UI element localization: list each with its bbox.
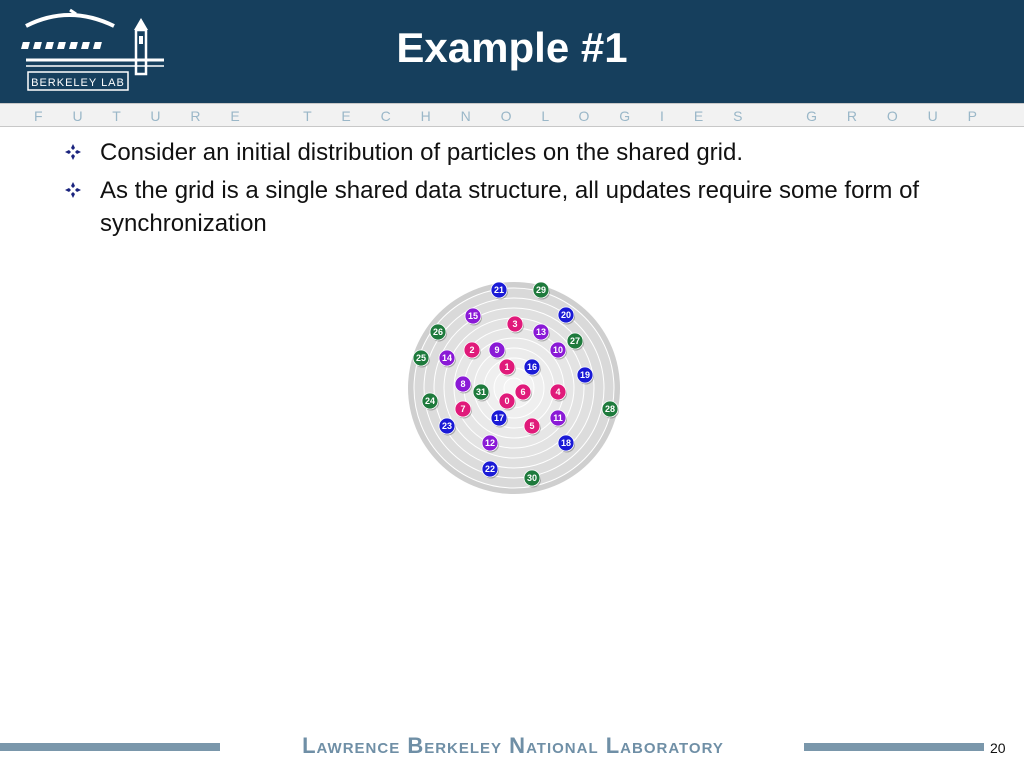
- diamond-bullet-icon: [64, 181, 82, 199]
- particle-label: 22: [484, 464, 496, 474]
- particle-label: 6: [520, 387, 526, 397]
- particle-label: 31: [475, 387, 487, 397]
- bullet-text: Consider an initial distribution of particles on the shared grid.: [100, 139, 744, 166]
- header-bar: [0, 0, 1024, 103]
- bullet-text: As the grid is a single shared data structure, all updates require some form of synchronization: [100, 177, 920, 237]
- particle-label: 1: [504, 362, 510, 372]
- particle-label: 30: [526, 473, 538, 483]
- particle-label: 14: [441, 353, 453, 363]
- bullet-item: [64, 136, 944, 169]
- particle-label: 16: [526, 362, 538, 372]
- particle-label: 2: [469, 345, 475, 355]
- particle-label: 8: [460, 379, 466, 389]
- footer-rule-right: [804, 743, 984, 751]
- particle-label: 10: [552, 345, 564, 355]
- particle-label: 27: [569, 336, 581, 346]
- particle-label: 23: [441, 421, 453, 431]
- particle-label: 19: [579, 370, 591, 380]
- particle-label: 20: [560, 310, 572, 320]
- bullet-item: [64, 174, 944, 240]
- particle-grid-diagram: [404, 278, 624, 498]
- footer-lab-name: Lawrence Berkeley National Laboratory: [302, 733, 724, 758]
- particle-label: 11: [553, 413, 563, 423]
- footer-rule-left: [0, 743, 220, 751]
- particle-label: 18: [560, 438, 572, 448]
- group-band: [0, 103, 1024, 127]
- particle-label: 29: [535, 285, 547, 295]
- particle-label: 7: [460, 404, 466, 414]
- particle-label: 13: [535, 327, 547, 337]
- diamond-bullet-icon: [64, 143, 82, 161]
- group-band-text: F U T U R E T E C H N O L O G I E S G R O U P: [34, 108, 990, 124]
- slide-title: Example #1: [396, 24, 628, 71]
- logo-text: BERKELEY LAB: [31, 77, 125, 89]
- particle-label: 26: [432, 327, 444, 337]
- particle-label: 28: [604, 404, 616, 414]
- particle-label: 25: [415, 353, 427, 363]
- particle-label: 24: [424, 396, 436, 406]
- particle-label: 12: [484, 438, 496, 448]
- particle-label: 21: [493, 285, 505, 295]
- particle-label: 15: [467, 311, 479, 321]
- particle-label: 9: [494, 345, 500, 355]
- particle-label: 4: [555, 387, 561, 397]
- particle-label: 17: [493, 413, 505, 423]
- bullet-list: [64, 136, 944, 245]
- particle-label: 3: [512, 319, 518, 329]
- page-number: 20: [990, 740, 1006, 756]
- particle-label: 5: [529, 421, 535, 431]
- particle-label: 0: [504, 396, 510, 406]
